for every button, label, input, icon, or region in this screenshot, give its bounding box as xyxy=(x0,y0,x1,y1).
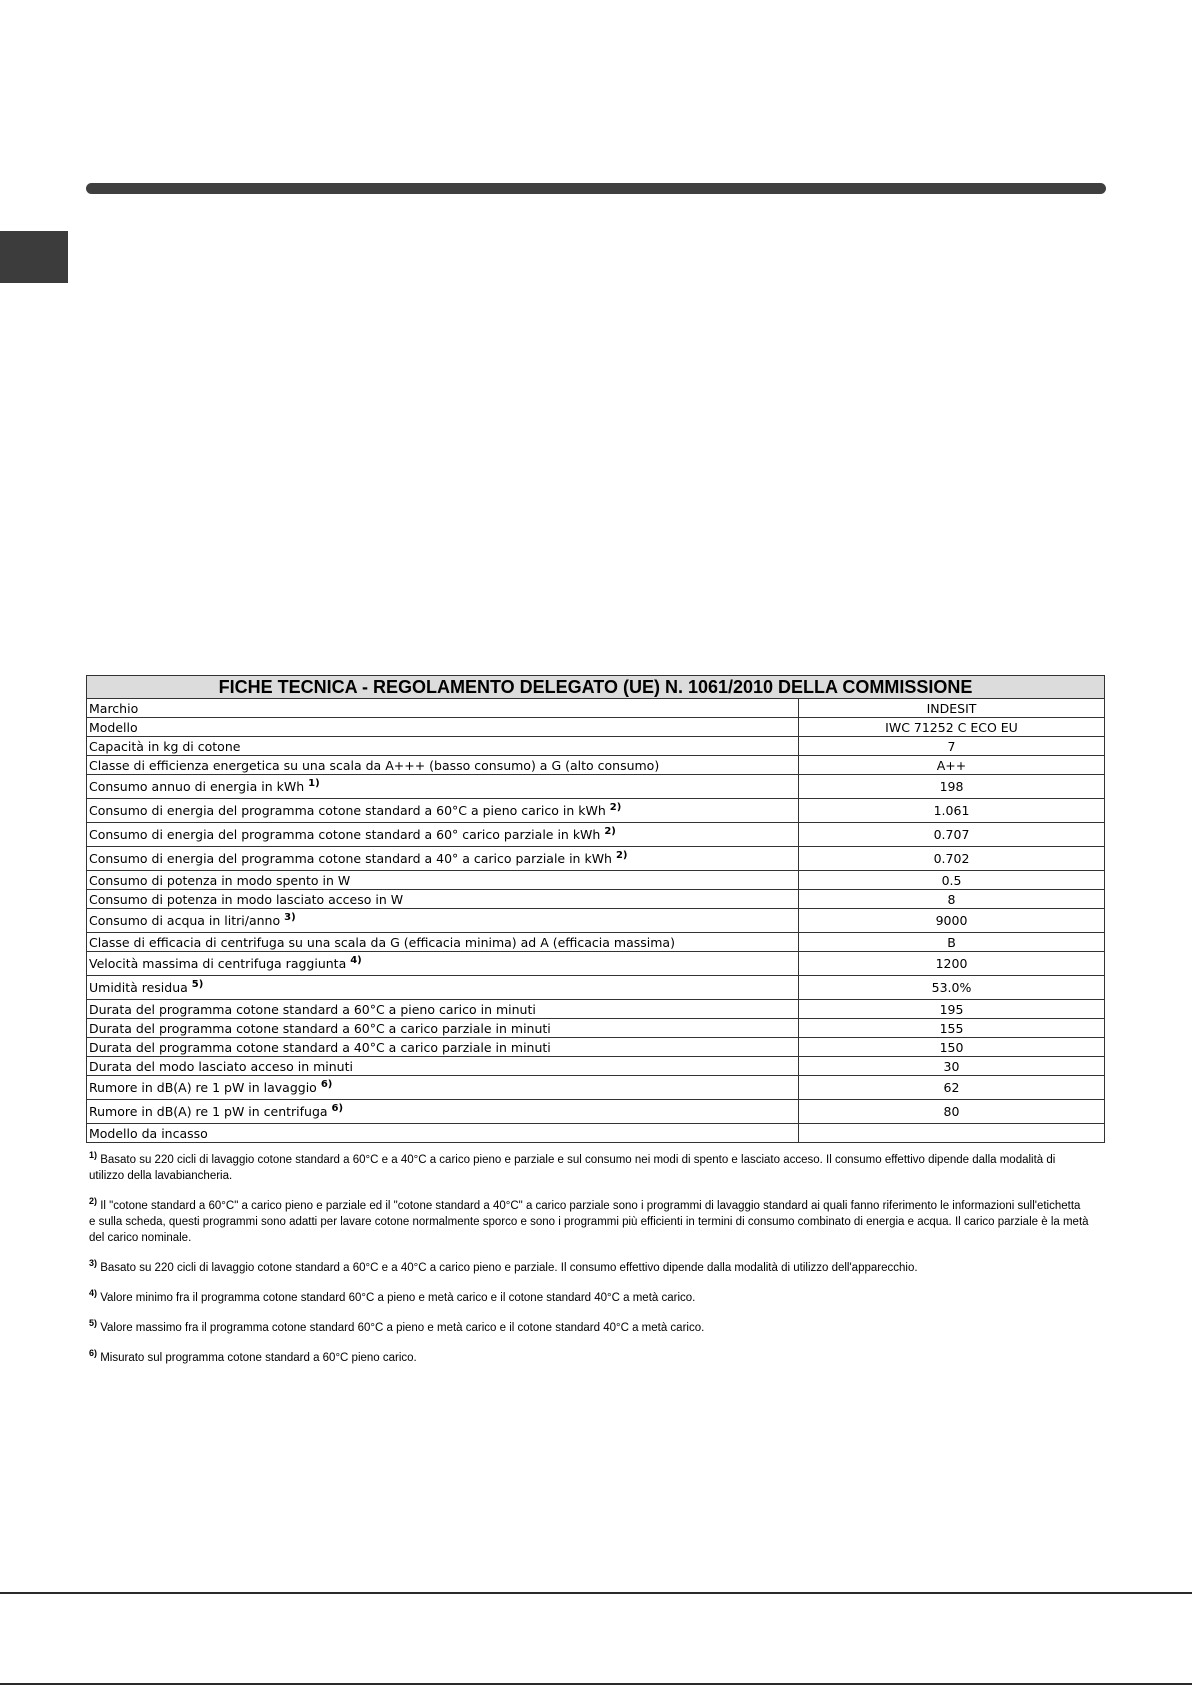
row-label xyxy=(87,737,799,756)
row-label-text: Durata del programma cotone standard a 60°C a carico parziale in minuti xyxy=(89,1020,551,1036)
table-row xyxy=(87,847,1105,871)
footnote-ref: 1) xyxy=(308,777,320,789)
row-value: 0.707 xyxy=(799,823,1105,847)
row-label xyxy=(87,1019,799,1038)
row-value: IWC 71252 C ECO EU xyxy=(799,718,1105,737)
footnote xyxy=(89,1260,1089,1276)
table-row xyxy=(87,952,1105,976)
row-label xyxy=(87,952,799,976)
table-row xyxy=(87,1038,1105,1057)
row-label-text: Rumore in dB(A) re 1 pW in centrifuga xyxy=(89,1104,328,1119)
row-value: 80 xyxy=(799,1100,1105,1124)
row-label xyxy=(87,1000,799,1019)
footnote-ref: 6) xyxy=(320,1078,333,1090)
row-label-text: Durata del programma cotone standard a 60°C a pieno carico in minuti xyxy=(89,1001,536,1017)
footnote-mark: 2) xyxy=(89,1196,98,1207)
row-label-text: Rumore in dB(A) re 1 pW in lavaggio xyxy=(89,1080,317,1095)
row-label xyxy=(87,1057,799,1076)
row-label-text: Consumo di energia del programma cotone standard a 40° a carico parziale in kWh xyxy=(89,851,612,866)
footnote-text: Misurato sul programma cotone standard a 60°C pieno carico. xyxy=(100,1352,417,1364)
section-tab-marker xyxy=(0,231,68,283)
table-row xyxy=(87,699,1105,718)
footnote-mark: 6) xyxy=(89,1348,98,1359)
table-row xyxy=(87,890,1105,909)
table-row xyxy=(87,799,1105,823)
table-row xyxy=(87,756,1105,775)
row-label xyxy=(87,823,799,847)
footnotes xyxy=(89,1152,1089,1366)
footnote xyxy=(89,1350,1089,1366)
table-row xyxy=(87,1000,1105,1019)
footnote-ref: 6) xyxy=(331,1102,344,1114)
row-label-text: Consumo di energia del programma cotone standard a 60°C a pieno carico in kWh xyxy=(89,803,606,818)
row-label xyxy=(87,799,799,823)
footnote-text: Valore minimo fra il programma cotone standard 60°C a pieno e metà carico e il cotone standard 40°C a metà carico. xyxy=(100,1292,696,1304)
table-row xyxy=(87,871,1105,890)
row-value: 0.5 xyxy=(799,871,1105,890)
table-row xyxy=(87,1057,1105,1076)
row-value: 30 xyxy=(799,1057,1105,1076)
table-row xyxy=(87,823,1105,847)
row-label-text: Durata del modo lasciato acceso in minuti xyxy=(89,1058,353,1074)
row-value: 150 xyxy=(799,1038,1105,1057)
row-value: 9000 xyxy=(799,909,1105,933)
footnote-ref: 5) xyxy=(191,978,204,990)
row-label-text: Classe di efficienza energetica su una scala da A+++ (basso consumo) a G (alto consumo) xyxy=(89,757,660,773)
row-label xyxy=(87,699,799,718)
row-label xyxy=(87,1076,799,1100)
table-row xyxy=(87,976,1105,1000)
footnote-text: Il "cotone standard a 60°C" a carico pieno e parziale ed il "cotone standard a 40°C" a carico parziale sono i programmi di lavaggio standard ai quali fanno riferimento le informazioni sull'etichetta e sulla scheda, questi programmi sono adatti per lavare cotone normalmente sporco e sono i programmi più efficienti in termini di consumo combinato di energia e acqua. Il carico parziale è la metà del carico nominale. xyxy=(89,1200,1089,1244)
row-label xyxy=(87,1100,799,1124)
row-label xyxy=(87,933,799,952)
table-row xyxy=(87,933,1105,952)
row-value: 1200 xyxy=(799,952,1105,976)
footnote-mark: 3) xyxy=(89,1258,98,1269)
row-label xyxy=(87,756,799,775)
row-value: B xyxy=(799,933,1105,952)
footnote-ref: 2) xyxy=(609,801,622,813)
row-label-text: Consumo di potenza in modo spento in W xyxy=(89,872,351,888)
table-row xyxy=(87,737,1105,756)
table-row xyxy=(87,718,1105,737)
footnote xyxy=(89,1198,1089,1246)
row-value: 198 xyxy=(799,775,1105,799)
footnote-mark: 4) xyxy=(89,1288,98,1299)
row-label xyxy=(87,775,799,799)
row-label-text: Durata del programma cotone standard a 40°C a carico parziale in minuti xyxy=(89,1039,551,1055)
row-label xyxy=(87,871,799,890)
footnote-text: Basato su 220 cicli di lavaggio cotone standard a 60°C e a 40°C a carico pieno e parziale e sul consumo nei modi di spento e lasciato acceso. Il consumo effettivo dipende dalla modalità di utilizzo della lavabiancheria. xyxy=(89,1154,1056,1182)
row-value: 53.0% xyxy=(799,976,1105,1000)
footnote-ref: 3) xyxy=(284,911,296,923)
row-label xyxy=(87,718,799,737)
row-value xyxy=(799,1124,1105,1143)
row-value: INDESIT xyxy=(799,699,1105,718)
footnote-mark: 1) xyxy=(89,1150,98,1161)
table-row xyxy=(87,775,1105,799)
row-label-text: Consumo annuo di energia in kWh xyxy=(89,779,305,794)
row-label-text: Capacità in kg di cotone xyxy=(89,738,241,754)
footer-rule xyxy=(0,1592,1192,1594)
table-row xyxy=(87,1124,1105,1143)
row-label xyxy=(87,847,799,871)
row-value: 1.061 xyxy=(799,799,1105,823)
table-row xyxy=(87,1076,1105,1100)
header-rule xyxy=(86,183,1106,194)
footnote-ref: 2) xyxy=(615,849,628,861)
row-label xyxy=(87,1124,799,1143)
row-label-text: Velocità massima di centrifuga raggiunta xyxy=(89,956,347,971)
row-label xyxy=(87,976,799,1000)
footnote-text: Basato su 220 cicli di lavaggio cotone standard a 60°C e a 40°C a carico pieno e parziale. Il consumo effettivo dipende dalla modalità di utilizzo dell'apparecchio. xyxy=(100,1262,918,1274)
row-label-text: Consumo di energia del programma cotone standard a 60° carico parziale in kWh xyxy=(89,827,601,842)
row-value: 155 xyxy=(799,1019,1105,1038)
footnote xyxy=(89,1152,1089,1184)
row-label-text: Consumo di acqua in litri/anno xyxy=(89,913,281,928)
table-row xyxy=(87,909,1105,933)
footnote-ref: 4) xyxy=(350,954,362,966)
table-row xyxy=(87,1100,1105,1124)
row-label xyxy=(87,1038,799,1057)
technical-sheet-table xyxy=(86,675,1105,1143)
row-value: A++ xyxy=(799,756,1105,775)
table-title: FICHE TECNICA - REGOLAMENTO DELEGATO (UE) N. 1061/2010 DELLA COMMISSIONE xyxy=(87,676,1105,699)
row-label xyxy=(87,890,799,909)
row-label-text: Umidità residua xyxy=(89,980,188,995)
row-label-text: Modello da incasso xyxy=(89,1125,208,1141)
row-label xyxy=(87,909,799,933)
footnote xyxy=(89,1320,1089,1336)
row-value: 7 xyxy=(799,737,1105,756)
row-label-text: Marchio xyxy=(89,700,139,716)
row-value: 8 xyxy=(799,890,1105,909)
row-label-text: Modello xyxy=(89,719,138,735)
row-value: 195 xyxy=(799,1000,1105,1019)
row-label-text: Classe di efficacia di centrifuga su una scala da G (efficacia minima) ad A (efficacia massima) xyxy=(89,934,675,950)
row-value: 62 xyxy=(799,1076,1105,1100)
footnote xyxy=(89,1290,1089,1306)
table-row xyxy=(87,1019,1105,1038)
row-value: 0.702 xyxy=(799,847,1105,871)
table-body xyxy=(87,699,1105,1143)
row-label-text: Consumo di potenza in modo lasciato acceso in W xyxy=(89,891,404,907)
footnote-ref: 2) xyxy=(604,825,616,837)
footnote-mark: 5) xyxy=(89,1318,98,1329)
footnote-text: Valore massimo fra il programma cotone standard 60°C a pieno e metà carico e il cotone standard 40°C a metà carico. xyxy=(100,1322,705,1334)
